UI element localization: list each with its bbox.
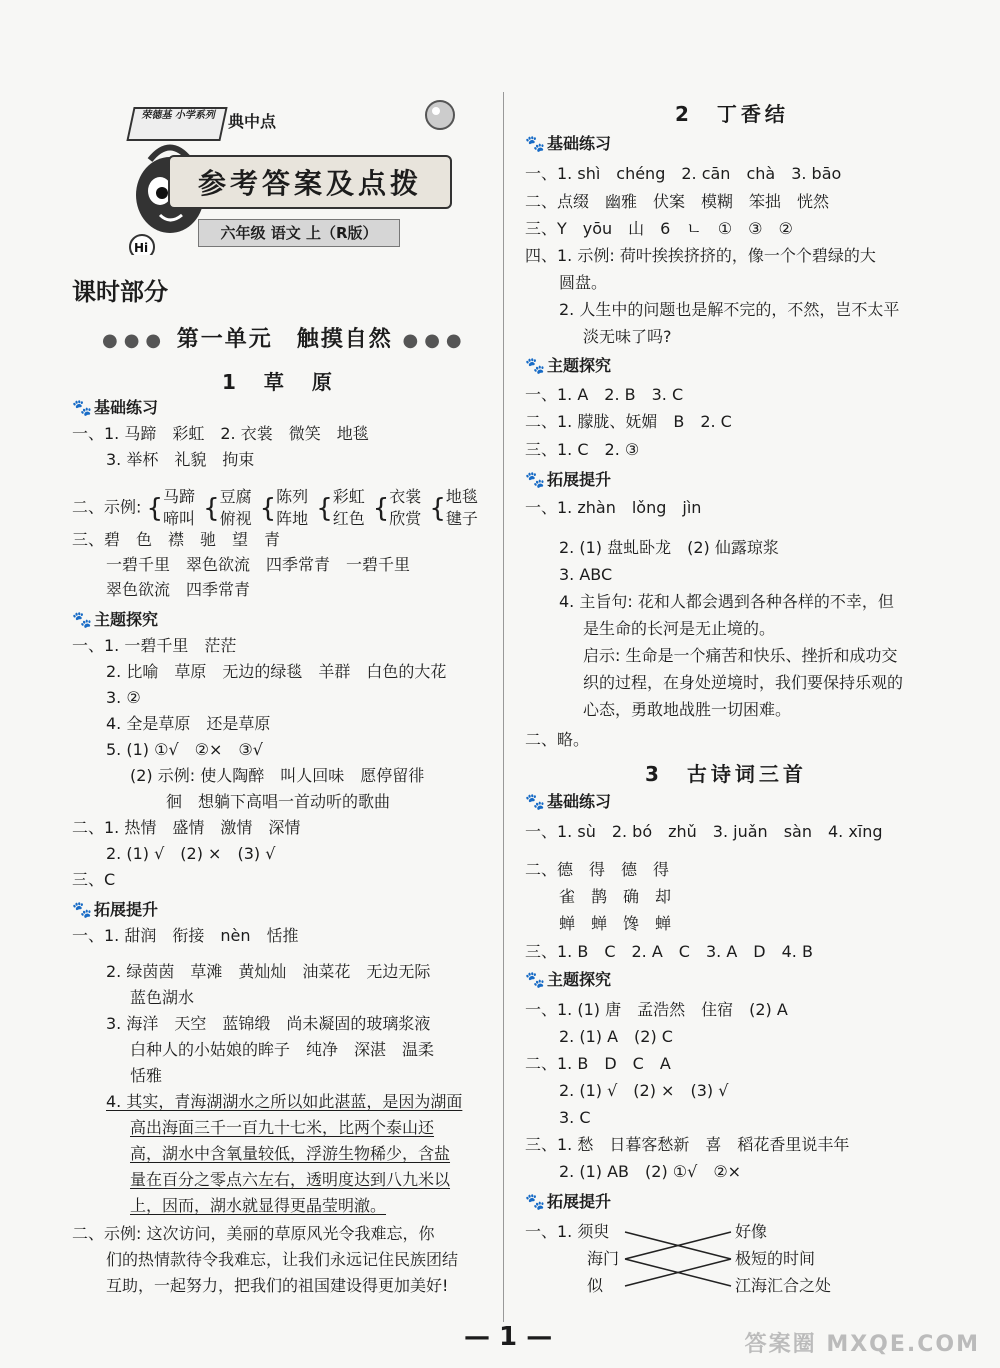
brand-logo: 荣德基 小学系列 xyxy=(126,107,227,141)
answer-line: 淡无味了吗? xyxy=(583,327,672,346)
paw-icon: 🐾 xyxy=(525,970,545,989)
lesson-title: 3 古诗词三首 xyxy=(645,762,807,786)
matching-lines xyxy=(525,0,935,1310)
pair-bottom: 红色 xyxy=(332,509,365,528)
mascot-tag: Hi xyxy=(134,241,149,255)
answer-line: 一、1. zhàn lǒng jìn xyxy=(525,498,702,517)
section-heading: 🐾 主题探究 xyxy=(525,970,612,989)
column-divider xyxy=(503,92,504,1322)
pair-top: 陈列 xyxy=(276,487,309,506)
answer-line: 3. 海洋 天空 蓝锦缎 尚未凝固的玻璃浆液 xyxy=(106,1014,431,1033)
section-heading: 🐾 拓展提升 xyxy=(525,470,612,489)
match-right: 极短的时间 xyxy=(735,1249,816,1268)
pair-top: 马蹄 xyxy=(163,487,196,506)
brace-icon: { xyxy=(146,493,164,523)
answer-line: 二、德 得 德 得 xyxy=(525,860,670,879)
answer-line: 3. 举杯 礼貌 拘束 xyxy=(106,450,255,469)
word-pair xyxy=(163,486,195,530)
answer-line: 心态，勇敢地战胜一切困难。 xyxy=(583,700,792,719)
pair-bottom: 啼叫 xyxy=(163,509,196,528)
section-heading: 🐾 拓展提升 xyxy=(72,900,159,919)
paw-icon: 🐾 xyxy=(525,134,545,153)
unit-title-text: 第一单元 触摸自然 xyxy=(176,327,393,352)
pair-top: 彩虹 xyxy=(332,487,365,506)
answer-line: 3. C xyxy=(559,1108,591,1127)
unit-title xyxy=(102,322,468,353)
answer-line: 高，湖水中含氧量较低，浮游生物稀少，含盐 xyxy=(130,1144,451,1163)
answer-line: 四、1. 示例: 荷叶挨挨挤挤的，像一个个碧绿的大 xyxy=(525,246,876,265)
answer-line: 是生命的长河是无止境的。 xyxy=(583,619,776,638)
pair-bottom: 毽子 xyxy=(445,509,478,528)
answer-line: 圆盘。 xyxy=(559,273,608,292)
answer-line: 徊 想躺下高唱一首动听的歌曲 xyxy=(166,792,391,811)
answer-line: 二、示例: 这次访问，美丽的草原风光令我难忘，你 xyxy=(72,1224,435,1243)
answer-line: 3. ② xyxy=(106,688,141,707)
answer-line: 二、1. 朦胧、妩媚 B 2. C xyxy=(525,412,732,431)
pairs-list xyxy=(146,487,486,528)
answer-line: 二、1. 热情 盛情 激情 深情 xyxy=(72,818,301,837)
answer-line: 一、1. 马蹄 彩虹 2. 衣裳 微笑 地毯 xyxy=(72,424,369,443)
word-pair xyxy=(333,486,365,530)
dots-decoration: ●●● xyxy=(102,330,168,351)
pair-bottom: 阵地 xyxy=(276,509,309,528)
answer-line: 5. (1) ①√ ②× ③√ xyxy=(106,740,263,759)
answer-line: 启示: 生命是一个痛苦和快乐、挫折和成功交 xyxy=(583,646,898,665)
section-heading: 🐾 基础练习 xyxy=(525,134,612,153)
answer-line: 蝉 蝉 馋 蝉 xyxy=(559,914,672,933)
answer-line: 三、C xyxy=(72,870,116,889)
lesson-title: 2 丁香结 xyxy=(675,102,789,126)
section-heading: 🐾 主题探究 xyxy=(72,610,159,629)
word-pair xyxy=(389,486,421,530)
banner-title: 参考答案及点拨 xyxy=(168,155,452,209)
paw-icon: 🐾 xyxy=(72,900,92,919)
answer-line: 2. 绿茵茵 草滩 黄灿灿 油菜花 无边无际 xyxy=(106,962,431,981)
answer-line: 4. 全是草原 还是草原 xyxy=(106,714,271,733)
answer-line: 一、1. 甜润 衔接 nèn 恬推 xyxy=(72,926,299,945)
answer-line: 二、略。 xyxy=(525,730,590,749)
answer-line: 三、Y yōu 山 6 ㄴ ① ③ ② xyxy=(525,219,793,238)
pair-top: 衣裳 xyxy=(389,487,422,506)
pairs-row xyxy=(72,486,486,530)
answer-line: 4. 主旨句: 花和人都会遇到各种各样的不幸，但 xyxy=(559,592,894,611)
dots-decoration: ●●● xyxy=(402,330,468,351)
answer-line: 量在百分之零点六左右，透明度达到八九米以 xyxy=(130,1170,451,1189)
section-title: 课时部分 xyxy=(72,278,168,306)
answer-line: 2. 人生中的问题也是解不完的，不然，岂不太平 xyxy=(559,300,900,319)
answer-line: 恬雅 xyxy=(130,1066,163,1085)
answer-line: 高出海面三千一百九十七米，比两个泰山还 xyxy=(130,1118,435,1137)
answer-line: 翠色欲流 四季常青 xyxy=(106,580,251,599)
brace-icon: { xyxy=(316,493,333,523)
pair-top: 地毯 xyxy=(445,487,478,506)
paw-icon: 🐾 xyxy=(525,356,545,375)
answer-line: 一碧千里 翠色欲流 四季常青 一碧千里 xyxy=(106,555,411,574)
answer-line: 蓝色湖水 xyxy=(130,988,195,1007)
paw-icon: 🐾 xyxy=(525,470,545,489)
answer-line: 上，因而，湖水就显得更晶莹明澈。 xyxy=(130,1196,387,1215)
answer-line: 们的热情款待令我难忘，让我们永远记住民族团结 xyxy=(106,1250,459,1269)
answer-line: 二、1. B D C A xyxy=(525,1054,671,1073)
section-heading: 🐾 基础练习 xyxy=(72,398,159,417)
answer-line: 三、碧 色 襟 驰 望 青 xyxy=(72,530,281,549)
match-right: 江海汇合之处 xyxy=(735,1276,832,1295)
brace-icon: { xyxy=(429,493,446,523)
answer-line: 2. (1) A (2) C xyxy=(559,1027,673,1046)
brace-icon: { xyxy=(203,493,220,523)
answer-line: 互助，一起努力，把我们的祖国建设得更加美好! xyxy=(106,1276,449,1295)
watermark: 答案圈 MXQE.COM xyxy=(744,1332,980,1357)
match-right: 好像 xyxy=(735,1222,768,1241)
match-left: 一、1. 须臾 xyxy=(525,1222,610,1241)
answer-line: 2. (1) √ (2) × (3) √ xyxy=(106,844,276,863)
answer-line: 三、1. 愁 日暮客愁新 喜 稻花香里说丰年 xyxy=(525,1135,850,1154)
answer-line: 2. (1) 盘虬卧龙 (2) 仙露琼浆 xyxy=(559,538,779,557)
section-heading: 🐾 主题探究 xyxy=(525,356,612,375)
header-banner xyxy=(120,95,460,255)
brace-icon: { xyxy=(259,493,277,523)
answer-line: 三、1. B C 2. A C 3. A D 4. B xyxy=(525,942,813,961)
match-left: 海门 xyxy=(587,1249,620,1268)
pair-bottom: 欣赏 xyxy=(389,509,422,528)
answer-line: 一、1. 一碧千里 茫茫 xyxy=(72,636,237,655)
word-pair xyxy=(276,486,308,530)
answer-line: 一、1. A 2. B 3. C xyxy=(525,385,684,404)
brace-icon: { xyxy=(372,493,390,523)
word-pair xyxy=(446,486,478,530)
paw-icon: 🐾 xyxy=(72,398,92,417)
banner-subtitle: 六年级 语文 上（R版） xyxy=(198,219,400,247)
answer-line: 2. 比喻 草原 无边的绿毯 羊群 白色的大花 xyxy=(106,662,447,681)
pin-icon xyxy=(420,95,460,135)
answer-line: 2. (1) AB (2) ①√ ②× xyxy=(559,1162,742,1181)
answer-line: 4. 其实，青海湖湖水之所以如此湛蓝，是因为湖面 xyxy=(106,1092,463,1111)
paw-icon: 🐾 xyxy=(72,610,92,629)
pairs-prefix: 二、示例: xyxy=(72,497,142,517)
lesson-title: 1 草 原 xyxy=(222,370,336,394)
paw-icon: 🐾 xyxy=(525,792,545,811)
answer-line: 一、1. sù 2. bó zhǔ 3. juǎn sàn 4. xīng xyxy=(525,822,883,841)
pair-top: 豆腐 xyxy=(219,487,252,506)
answer-line: (2) 示例: 使人陶醉 叫人回味 愿停留徘 xyxy=(130,766,425,785)
word-pair xyxy=(220,486,252,530)
section-heading: 🐾 基础练习 xyxy=(525,792,612,811)
answer-line: 雀 鹊 确 却 xyxy=(559,887,672,906)
answer-line: 织的过程，在身处逆境时，我们要保持乐观的 xyxy=(583,673,904,692)
pair-bottom: 俯视 xyxy=(219,509,252,528)
answer-line: 二、点缀 幽雅 伏案 模糊 笨拙 恍然 xyxy=(525,192,830,211)
brand-mark: 典中点 xyxy=(228,112,277,131)
answer-line: 2. (1) √ (2) × (3) √ xyxy=(559,1081,729,1100)
page-number: — 1 — xyxy=(464,1322,553,1352)
answer-line: 三、1. C 2. ③ xyxy=(525,440,640,459)
match-left: 似 xyxy=(587,1276,604,1295)
section-heading: 🐾 拓展提升 xyxy=(525,1192,612,1211)
answer-line: 一、1. (1) 唐 孟浩然 住宿 (2) A xyxy=(525,1000,788,1019)
paw-icon: 🐾 xyxy=(525,1192,545,1211)
answer-line: 3. ABC xyxy=(559,565,613,584)
answer-line: 白种人的小姑娘的眸子 纯净 深湛 温柔 xyxy=(130,1040,435,1059)
answer-line: 一、1. shì chéng 2. cān chà 3. bāo xyxy=(525,164,842,183)
